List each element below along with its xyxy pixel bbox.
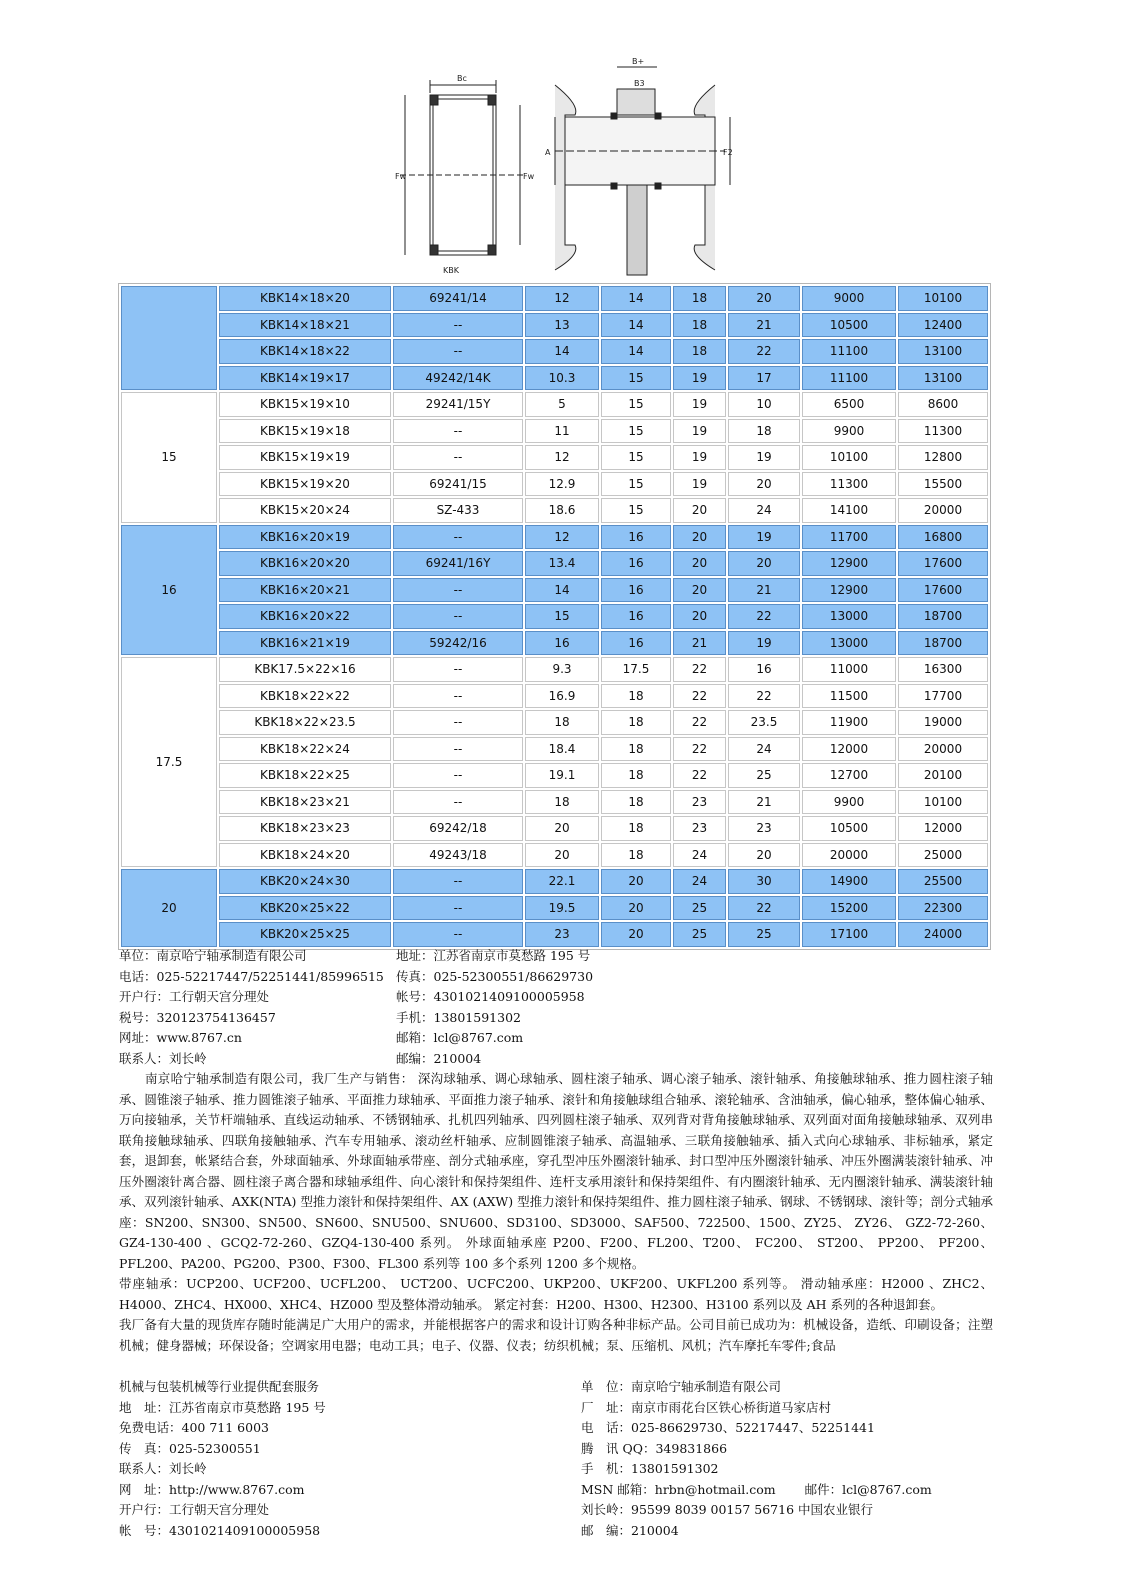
table-cell: -- — [393, 737, 523, 762]
table-cell: 23 — [525, 922, 599, 947]
table-cell: 11300 — [802, 472, 896, 497]
table-cell: 18 — [673, 339, 726, 364]
table-cell: 14 — [601, 313, 671, 338]
model-cell: KBK18×23×23 — [219, 816, 391, 841]
model-cell: KBK15×19×20 — [219, 472, 391, 497]
table-cell: 16 — [601, 578, 671, 603]
table-cell: 15 — [601, 498, 671, 523]
table-cell: 25 — [728, 922, 800, 947]
table-row — [121, 578, 988, 603]
table-cell: 16 — [601, 604, 671, 629]
model-cell: KBK18×22×25 — [219, 763, 391, 788]
table-cell: 17600 — [898, 551, 988, 576]
table-cell: 11100 — [802, 339, 896, 364]
table-row — [121, 684, 988, 709]
table-cell: -- — [393, 419, 523, 444]
table-cell: 15 — [525, 604, 599, 629]
contact-row — [119, 1439, 993, 1460]
table-cell: 18 — [601, 710, 671, 735]
contact-left: 电话：025-52217447/52251441/85996515 — [119, 968, 384, 984]
contact-info-bottom — [119, 1377, 993, 1541]
table-cell: 10500 — [802, 313, 896, 338]
table-cell: 20 — [728, 472, 800, 497]
table-cell: 22300 — [898, 896, 988, 921]
table-cell: 20 — [728, 551, 800, 576]
table-cell: 22.1 — [525, 869, 599, 894]
contact-left: 单位：南京哈宁轴承制造有限公司 — [119, 948, 307, 963]
table-cell: -- — [393, 896, 523, 921]
contact-right: 刘长岭：95599 8039 00157 56716 中国农业银行 — [581, 1502, 873, 1517]
table-cell: 10100 — [898, 790, 988, 815]
contact-row — [119, 1521, 993, 1542]
contact-left: 税号：320123754136457 — [119, 1009, 276, 1025]
contact-left: 开户行：工行朝天宫分理处 — [119, 1502, 270, 1517]
table-cell: -- — [393, 763, 523, 788]
table-cell: 16 — [601, 631, 671, 656]
model-cell: KBK18×22×23.5 — [219, 710, 391, 735]
table-cell: 14 — [601, 339, 671, 364]
model-cell: KBK18×24×20 — [219, 843, 391, 868]
table-cell: 16 — [728, 657, 800, 682]
table-cell: 19 — [673, 419, 726, 444]
table-cell: 11 — [525, 419, 599, 444]
svg-text:KBK: KBK — [443, 266, 459, 275]
table-cell: 10 — [728, 392, 800, 417]
svg-text:Fw: Fw — [523, 172, 535, 181]
table-cell: 21 — [728, 313, 800, 338]
table-cell: 23.5 — [728, 710, 800, 735]
table-row — [121, 286, 988, 311]
model-cell: KBK14×18×21 — [219, 313, 391, 338]
table-cell: 22 — [673, 657, 726, 682]
contact-left: 网址：www.8767.cn — [119, 1030, 242, 1045]
table-cell: 18 — [601, 737, 671, 762]
table-cell: 22 — [728, 896, 800, 921]
table-cell: 19 — [673, 392, 726, 417]
bearing-drawing — [395, 55, 740, 285]
contact-left: 联系人：刘长岭 — [119, 1050, 207, 1066]
model-cell: KBK14×18×22 — [219, 339, 391, 364]
table-cell: 13100 — [898, 339, 988, 364]
table-cell: 21 — [728, 790, 800, 815]
table-cell: 49242/14K — [393, 366, 523, 391]
table-cell: -- — [393, 790, 523, 815]
table-cell: 20000 — [898, 498, 988, 523]
table-cell: 22 — [673, 763, 726, 788]
table-cell: 16 — [601, 525, 671, 550]
table-cell: 24 — [728, 498, 800, 523]
contact-row — [119, 1008, 639, 1029]
table-cell: -- — [393, 922, 523, 947]
table-cell: 16800 — [898, 525, 988, 550]
model-cell: KBK20×25×22 — [219, 896, 391, 921]
table-cell: 19 — [673, 366, 726, 391]
contact-left: 网 址：http://www.8767.com — [119, 1481, 305, 1497]
contact-right: 腾 讯 QQ：349831866 — [581, 1440, 728, 1456]
table-row — [121, 551, 988, 576]
contact-right: 电 话：025-86629730、52217447、52251441 — [581, 1420, 875, 1435]
table-cell: 11900 — [802, 710, 896, 735]
svg-text:B3: B3 — [634, 79, 645, 88]
table-cell: 69241/16Y — [393, 551, 523, 576]
table-cell: 17.5 — [601, 657, 671, 682]
table-cell: 23 — [673, 816, 726, 841]
table-cell: -- — [393, 445, 523, 470]
table-cell: 23 — [728, 816, 800, 841]
table-row — [121, 869, 988, 894]
contact-left: 开户行：工行朝天宫分理处 — [119, 989, 270, 1004]
contact-right: 手 机：13801591302 — [581, 1461, 719, 1476]
table-cell: 25500 — [898, 869, 988, 894]
table-cell: 19 — [728, 445, 800, 470]
table-cell: 49243/18 — [393, 843, 523, 868]
table-cell: 12 — [525, 445, 599, 470]
table-cell: 17600 — [898, 578, 988, 603]
contact-row — [119, 967, 639, 988]
table-cell: 9900 — [802, 790, 896, 815]
contact-right: MSN 邮箱：hrbn@hotmail.com 邮件：lcl@8767.com — [581, 1481, 932, 1497]
table-cell: 22 — [728, 604, 800, 629]
table-cell: 18.4 — [525, 737, 599, 762]
table-row — [121, 525, 988, 550]
table-cell: 24 — [673, 843, 726, 868]
table-cell: 10100 — [802, 445, 896, 470]
table-cell: 12 — [525, 525, 599, 550]
table-cell: 11700 — [802, 525, 896, 550]
contact-row — [119, 946, 639, 967]
contact-row — [119, 987, 639, 1008]
table-cell: 18 — [728, 419, 800, 444]
table-row — [121, 922, 988, 947]
table-row — [121, 392, 988, 417]
group-label: 20 — [121, 869, 217, 947]
contact-right: 单 位：南京哈宁轴承制造有限公司 — [581, 1379, 782, 1394]
table-cell: 12400 — [898, 313, 988, 338]
table-cell: 15 — [601, 366, 671, 391]
table-cell: 20 — [728, 843, 800, 868]
group-label: 17.5 — [121, 657, 217, 867]
contact-info-top — [119, 946, 639, 1069]
table-cell: 13 — [525, 313, 599, 338]
model-cell: KBK20×24×30 — [219, 869, 391, 894]
table-cell: 9900 — [802, 419, 896, 444]
model-cell: KBK15×19×19 — [219, 445, 391, 470]
table-cell: 15200 — [802, 896, 896, 921]
table-cell: 21 — [728, 578, 800, 603]
table-row — [121, 631, 988, 656]
table-cell: -- — [393, 578, 523, 603]
table-cell: 18.6 — [525, 498, 599, 523]
table-cell: 14 — [601, 286, 671, 311]
description-paragraph: 我厂备有大量的现货库存随时能满足广大用户的需求，并能根据客户的需求和设计订购各种非标产品。公司目前已成功为：机械设备，造纸、印刷设备；注塑机械；健身器械；环保设备；空调家用电器；电动工具；电子、仪器、仪表；纺织机械；泵、压缩机、风机；汽车摩托车零件;食品 — [119, 1317, 993, 1353]
table-cell: 69241/14 — [393, 286, 523, 311]
table-cell: -- — [393, 525, 523, 550]
table-cell: 22 — [728, 339, 800, 364]
table-cell: 22 — [673, 684, 726, 709]
model-cell: KBK15×20×24 — [219, 498, 391, 523]
table-row — [121, 339, 988, 364]
table-cell: -- — [393, 869, 523, 894]
table-cell: 13100 — [898, 366, 988, 391]
model-cell: KBK16×21×19 — [219, 631, 391, 656]
table-cell: 18 — [601, 684, 671, 709]
table-cell: 20 — [673, 498, 726, 523]
table-cell: 14100 — [802, 498, 896, 523]
table-cell: 20 — [673, 551, 726, 576]
contact-right: 邮箱：lcl@8767.com — [396, 1030, 524, 1045]
model-cell: KBK16×20×19 — [219, 525, 391, 550]
model-cell: KBK16×20×20 — [219, 551, 391, 576]
contact-row — [119, 1049, 639, 1070]
contact-left: 免费电话：400 711 6003 — [119, 1420, 269, 1435]
table-cell: 10500 — [802, 816, 896, 841]
table-cell: 10100 — [898, 286, 988, 311]
table-cell: 69242/18 — [393, 816, 523, 841]
table-cell: 21 — [673, 631, 726, 656]
table-cell: 15 — [601, 419, 671, 444]
contact-row — [119, 1418, 993, 1439]
table-row — [121, 472, 988, 497]
table-cell: 17 — [728, 366, 800, 391]
svg-text:B+: B+ — [632, 57, 645, 66]
table-cell: 25000 — [898, 843, 988, 868]
table-row — [121, 710, 988, 735]
table-cell: 9.3 — [525, 657, 599, 682]
model-cell: KBK18×23×21 — [219, 790, 391, 815]
table-cell: 22 — [673, 710, 726, 735]
table-cell: 19 — [673, 472, 726, 497]
table-cell: 16 — [601, 551, 671, 576]
table-cell: 18 — [601, 763, 671, 788]
model-cell: KBK17.5×22×16 — [219, 657, 391, 682]
group-label: 15 — [121, 392, 217, 523]
table-cell: 20000 — [802, 843, 896, 868]
svg-text:Fw: Fw — [395, 172, 407, 181]
table-cell: 16300 — [898, 657, 988, 682]
table-row — [121, 498, 988, 523]
model-cell: KBK15×19×18 — [219, 419, 391, 444]
model-cell: KBK20×25×25 — [219, 922, 391, 947]
group-label — [121, 286, 217, 390]
table-cell: 9000 — [802, 286, 896, 311]
table-cell: 24000 — [898, 922, 988, 947]
contact-right: 邮 编：210004 — [581, 1522, 679, 1538]
table-cell: -- — [393, 313, 523, 338]
table-cell: 12000 — [802, 737, 896, 762]
group-label: 16 — [121, 525, 217, 656]
table-cell: 12 — [525, 286, 599, 311]
contact-row — [119, 1028, 639, 1049]
svg-text:Bc: Bc — [457, 74, 467, 83]
contact-row — [119, 1398, 993, 1419]
table-cell: 19 — [673, 445, 726, 470]
table-cell: 18 — [601, 843, 671, 868]
table-cell: 20 — [601, 922, 671, 947]
model-cell: KBK18×22×22 — [219, 684, 391, 709]
contact-left: 联系人：刘长岭 — [119, 1461, 207, 1476]
table-cell: 18 — [601, 816, 671, 841]
table-row — [121, 843, 988, 868]
table-cell: 20100 — [898, 763, 988, 788]
table-row — [121, 313, 988, 338]
table-cell: 16 — [525, 631, 599, 656]
table-cell: 22 — [728, 684, 800, 709]
table-cell: 14900 — [802, 869, 896, 894]
table-cell: SZ-433 — [393, 498, 523, 523]
table-cell: 12000 — [898, 816, 988, 841]
table-cell: 11100 — [802, 366, 896, 391]
table-cell: 5 — [525, 392, 599, 417]
table-row — [121, 896, 988, 921]
table-cell: 16.9 — [525, 684, 599, 709]
table-cell: -- — [393, 657, 523, 682]
table-cell: -- — [393, 710, 523, 735]
table-cell: 11000 — [802, 657, 896, 682]
contact-row — [119, 1480, 993, 1501]
table-cell: -- — [393, 684, 523, 709]
table-cell: 20 — [728, 286, 800, 311]
description-paragraph: 南京哈宁轴承制造有限公司，我厂生产与销售： 深沟球轴承、调心球轴承、圆柱滚子轴承、调心滚子轴承、滚针轴承、角接触球轴承、推力圆柱滚子轴承、圆锥滚子轴承、推力圆锥滚子轴承、平面推力球轴承、平面推力滚子轴承、滚针和角接触球组合轴承、滚轮轴承、含油轴承，偏心轴承，整体偏心轴承、万向接轴承，关节杆端轴承、直线运动轴承、不锈钢轴承、扎机四列轴承、四列圆柱滚子轴承、双列背对背角接触球轴承、双列面对面角接触球轴承、双列串联角接触球轴承、四联角接触轴承、汽车专用轴承、滚动丝杆轴承、应制圆锥滚子轴承、高温轴承、三联角接触轴承、插入式向心球轴承、非标轴承，紧定套，退卸套，帐紧结合套，外球面轴承、外球面轴承带座、剖分式轴承座，穿孔型冲压外圈滚针轴承、封口型冲压外圈滚针轴承、冲压外圈满装滚针轴承、冲压外圈滚针离合器、圆柱滚子离合器和球轴承组件、向心滚针和保持架组件、连杆支承用滚针和保持架组件、有内圈滚针轴承、无内圈滚针轴承、满装滚针轴承、双列滚针轴承、AXK(NTA) 型推力滚针和保持架组件、AX (AXW) 型推力滚针和保持架组件、推力圆柱滚子轴承、钢球、不锈钢球、滚针等；剖分式轴承座：SN200、SN300、SN500、SN600、SNU500、SNU600、SD3100、SD3000、SAF500、722500、1500、ZY25、 ZY26、 GZ2-72-260、 GZ4-130-400 、GCQ2-72-260、GZQ4-130-400 系列。 外球面轴承座 P200、F200、FL200、T200、 FC200、 ST200、 PP200、 PF200、 PFL200、PA200、PG200、P300、F300、FL300 系列等 100 多个系列 1200 多个规格。 — [119, 1071, 993, 1271]
table-cell: 15 — [601, 472, 671, 497]
table-cell: 18 — [673, 286, 726, 311]
description-paragraph: 带座轴承：UCP200、UCF200、UCFL200、 UCT200、UCFC200、UKP200、UKF200、UKFL200 系列等。 滑动轴承座：H2000 、ZHC2、H4000、ZHC4、HX000、XHC4、HZ000 型及整体滑动轴承。 紧定衬套：H200、H300、H2300、H3100 系列以及 AH 系列的各种退卸套。 — [119, 1276, 993, 1312]
table-cell: 20 — [673, 578, 726, 603]
model-cell: KBK14×18×20 — [219, 286, 391, 311]
table-cell: 20 — [673, 604, 726, 629]
table-cell: 13000 — [802, 604, 896, 629]
table-cell: 6500 — [802, 392, 896, 417]
table-row — [121, 763, 988, 788]
table-cell: 18 — [673, 313, 726, 338]
contact-right: 邮编：210004 — [396, 1050, 482, 1066]
model-cell: KBK18×22×24 — [219, 737, 391, 762]
table-cell: 19 — [728, 631, 800, 656]
table-cell: 19 — [728, 525, 800, 550]
table-cell: 18 — [525, 790, 599, 815]
table-cell: 22 — [673, 737, 726, 762]
model-cell: KBK14×19×17 — [219, 366, 391, 391]
contact-right: 地址：江苏省南京市莫愁路 195 号 — [396, 948, 591, 963]
table-row — [121, 737, 988, 762]
table-cell: -- — [393, 339, 523, 364]
table-cell: 15 — [601, 445, 671, 470]
table-cell: 23 — [673, 790, 726, 815]
table-cell: 20 — [525, 843, 599, 868]
contact-right: 传真：025-52300551/86629730 — [396, 968, 594, 984]
table-cell: 12700 — [802, 763, 896, 788]
table-cell: 20 — [601, 869, 671, 894]
table-cell: 18 — [525, 710, 599, 735]
table-cell: 20 — [601, 896, 671, 921]
table-cell: 20000 — [898, 737, 988, 762]
table-cell: 13000 — [802, 631, 896, 656]
table-cell: 19.1 — [525, 763, 599, 788]
contact-left: 地 址：江苏省南京市莫愁路 195 号 — [119, 1399, 326, 1415]
table-cell: 25 — [673, 922, 726, 947]
table-cell: 18 — [601, 790, 671, 815]
table-cell: 14 — [525, 578, 599, 603]
table-row — [121, 657, 988, 682]
bearing-spec-table — [118, 283, 991, 950]
table-cell: 20 — [673, 525, 726, 550]
table-cell: 24 — [673, 869, 726, 894]
table-cell: 11300 — [898, 419, 988, 444]
table-cell: 29241/15Y — [393, 392, 523, 417]
table-cell: 15 — [601, 392, 671, 417]
table-row — [121, 445, 988, 470]
table-row — [121, 816, 988, 841]
table-cell: 12.9 — [525, 472, 599, 497]
table-cell: 19.5 — [525, 896, 599, 921]
table-cell: 10.3 — [525, 366, 599, 391]
table-cell: 12900 — [802, 551, 896, 576]
contact-row — [119, 1500, 993, 1521]
table-cell: 12800 — [898, 445, 988, 470]
contact-left: 传 真：025-52300551 — [119, 1440, 261, 1456]
table-cell: 15500 — [898, 472, 988, 497]
contact-right: 手机：13801591302 — [396, 1009, 521, 1025]
contact-row — [119, 1459, 993, 1480]
svg-text:F2: F2 — [723, 148, 733, 157]
table-row — [121, 419, 988, 444]
table-cell: 18700 — [898, 604, 988, 629]
contact-row — [119, 1377, 993, 1398]
table-cell: -- — [393, 604, 523, 629]
table-row — [121, 604, 988, 629]
company-description — [119, 1069, 993, 1356]
contact-right: 帐号：4301021409100005958 — [396, 989, 585, 1004]
table-cell: 14 — [525, 339, 599, 364]
table-cell: 17100 — [802, 922, 896, 947]
model-cell: KBK16×20×22 — [219, 604, 391, 629]
table-cell: 24 — [728, 737, 800, 762]
table-row — [121, 790, 988, 815]
svg-text:A: A — [545, 148, 551, 157]
table-cell: 25 — [728, 763, 800, 788]
table-cell: 18700 — [898, 631, 988, 656]
table-cell: 13.4 — [525, 551, 599, 576]
table-cell: 69241/15 — [393, 472, 523, 497]
contact-right: 厂 址：南京市雨花台区铁心桥街道马家店村 — [581, 1399, 832, 1415]
table-cell: 17700 — [898, 684, 988, 709]
model-cell: KBK15×19×10 — [219, 392, 391, 417]
table-cell: 59242/16 — [393, 631, 523, 656]
table-cell: 20 — [525, 816, 599, 841]
table-cell: 11500 — [802, 684, 896, 709]
table-row — [121, 366, 988, 391]
table-cell: 12900 — [802, 578, 896, 603]
table-cell: 19000 — [898, 710, 988, 735]
table-cell: 25 — [673, 896, 726, 921]
contact-left: 帐 号：4301021409100005958 — [119, 1522, 321, 1538]
table-cell: 8600 — [898, 392, 988, 417]
contact-left: 机械与包装机械等行业提供配套服务 — [119, 1379, 320, 1394]
table-cell: 30 — [728, 869, 800, 894]
model-cell: KBK16×20×21 — [219, 578, 391, 603]
